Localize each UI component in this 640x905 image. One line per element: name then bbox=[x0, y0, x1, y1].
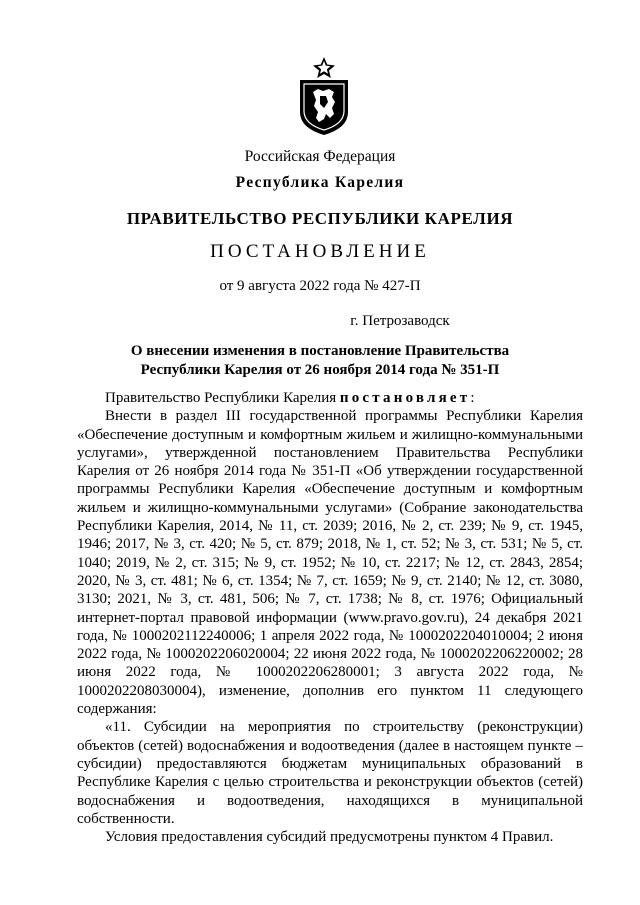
paragraph-2: «11. Субсидии на мероприятия по строительству (реконструкции) объектов (сетей) водоснабжения и водоотведения (далее в настоящем пункте – субсидии) предоставляются бюджетам муниципальных образований в Республике Карелия с целью строительства и реконструкции объектов (сетей) водоснабжения и водоотведения, находящихся в муниципальной собственности. bbox=[77, 719, 583, 827]
city: г. Петрозаводск bbox=[350, 313, 450, 329]
document-body bbox=[77, 389, 583, 846]
document-type: ПОСТАНОВЛЕНИЕ bbox=[210, 241, 430, 262]
intro-decree-word: постановляет bbox=[339, 390, 471, 406]
intro-text: Правительство Республики Карелия bbox=[105, 390, 340, 406]
title-line-2: Республики Карелия от 26 ноября 2014 года № 351-П bbox=[140, 361, 500, 378]
paragraph-3: Условия предоставления субсидий предусмотрены пунктом 4 Правил. bbox=[105, 829, 554, 846]
intro-end: : bbox=[470, 390, 475, 406]
federation-name: Российская Федерация bbox=[244, 148, 396, 165]
government-name: ПРАВИТЕЛЬСТВО РЕСПУБЛИКИ КАРЕЛИЯ bbox=[126, 209, 514, 228]
karelia-coat-of-arms-icon bbox=[296, 56, 352, 136]
date-number: от 9 августа 2022 года № 427-П bbox=[219, 278, 421, 294]
document-title bbox=[0, 342, 640, 379]
title-line-1: О внесении изменения в постановление Правительства bbox=[130, 343, 510, 359]
intro-paragraph bbox=[77, 389, 583, 407]
republic-name: Республика Карелия bbox=[235, 174, 405, 191]
paragraph-1: Внести в раздел III государственной программы Республики Карелия «Обеспечение доступным и комфортным жильем и жилищно-коммунальными услугами», утвержденной постановлением Правительства Республики Карелия от 26 ноября 2014 года № 351-П «Об утверждении государственной программы Республики Карелия «Обеспечение доступным и комфортным жильем и жилищно-коммунальными услугами» (Собрание законодательства Республики Карелия, 2014, № 11, ст. 2039; 2016, № 2, ст. 239; № 9, ст. 1945, 1946; 2017, № 3, ст. 420; № 5, ст. 879; 2018, № 1, ст. 52; № 3, ст. 531; № 5, ст. 1040; 2019, № 2, ст. 315; № 9, ст. 1952; № 10, ст. 2217; № 12, ст. 2843, 2854; 2020, № 3, ст. 481; № 6, ст. 1354; № 7, ст. 1659; № 9, ст. 2140; № 12, ст. 3080, 3130; 2021, № 3, ст. 481, 506; № 7, ст. 1738; № 8, ст. 1976; Официальный интернет-портал правовой информации (www.pravo.gov.ru), 24 декабря 2021 года, № 1000202112240006; 1 апреля 2022 года, № 1000202204010004; 2 июня 2022 года, № 1000202206020004; 22 июня 2022 года, № 1000202206220002; 28 июня 2022 года, № 1000202206280001; 3 августа 2022 года, № 1000202208030004), изменение, дополнив его пунктом 11 следующего содержания: bbox=[77, 408, 583, 718]
